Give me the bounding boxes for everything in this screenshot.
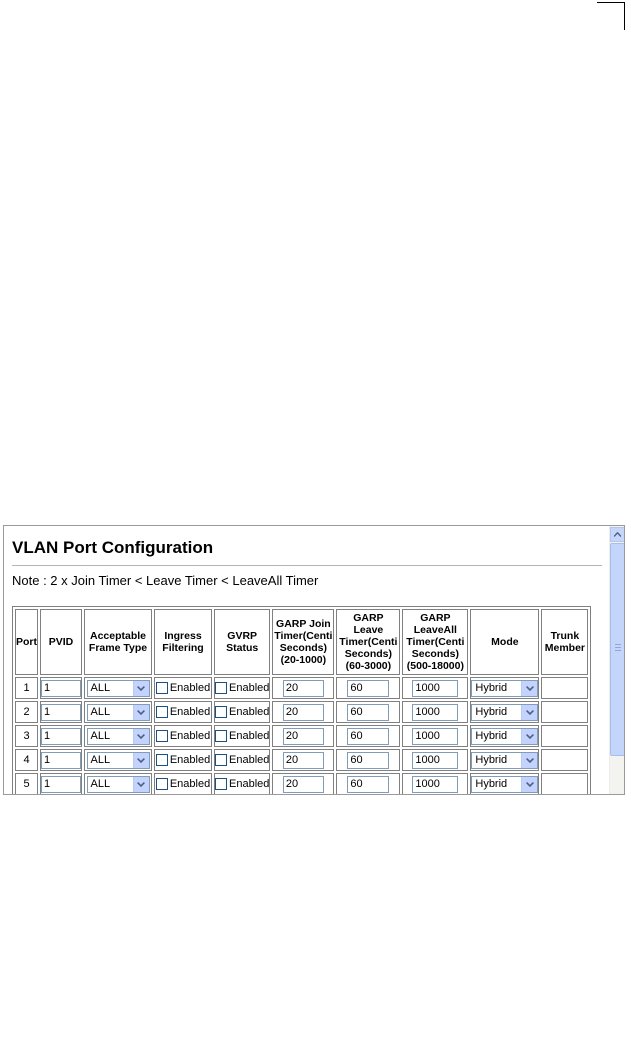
mode-select[interactable]	[471, 704, 538, 721]
table-row	[15, 725, 588, 747]
frame-type-select[interactable]	[87, 728, 150, 745]
checkbox-label: Enabled	[229, 706, 270, 719]
checkbox-box[interactable]	[156, 730, 168, 742]
leaveall-timer-input[interactable]: 1000	[412, 776, 458, 793]
pvid-cell	[40, 701, 82, 723]
checkbox-box[interactable]	[156, 682, 168, 694]
checkbox-label: Enabled	[169, 754, 211, 767]
checkbox-box[interactable]	[156, 706, 168, 718]
ingress-filtering-checkbox[interactable]	[156, 754, 210, 766]
mode-value: Hybrid	[475, 753, 508, 766]
trunk-member-cell	[541, 749, 588, 771]
frame-type-cell	[84, 725, 152, 747]
pvid-input[interactable]: 1	[41, 776, 81, 793]
gvrp-cell	[214, 677, 270, 699]
browser-window	[3, 525, 625, 795]
join-timer-cell	[272, 677, 334, 699]
leaveall-timer-cell	[402, 725, 468, 747]
checkbox-label: Enabled	[169, 778, 211, 791]
arrow-up-icon[interactable]	[610, 527, 625, 542]
gvrp-cell	[214, 773, 270, 794]
header-port: Port	[15, 609, 38, 675]
chevron-down-icon[interactable]	[133, 777, 149, 792]
mode-value: Hybrid	[475, 681, 508, 694]
leave-timer-cell	[336, 725, 400, 747]
checkbox-box[interactable]	[215, 706, 227, 718]
mode-value: Hybrid	[475, 705, 508, 718]
checkbox-box[interactable]	[156, 778, 168, 790]
leaveall-timer-cell	[402, 701, 468, 723]
pvid-cell	[40, 749, 82, 771]
checkbox-label: Enabled	[229, 730, 270, 743]
vlan-port-table	[12, 606, 591, 794]
leave-timer-input[interactable]: 60	[347, 752, 389, 769]
leave-timer-input[interactable]: 60	[347, 776, 389, 793]
checkbox-label: Enabled	[169, 730, 211, 743]
page-corner-mark	[597, 2, 625, 30]
leaveall-timer-cell	[402, 677, 468, 699]
gvrp-status-checkbox[interactable]	[215, 754, 269, 766]
leave-timer-cell	[336, 677, 400, 699]
frame-type-cell	[84, 677, 152, 699]
trunk-member-cell	[541, 725, 588, 747]
frame-type-select[interactable]	[87, 776, 150, 793]
header-frame-type: Acceptable Frame Type	[84, 609, 152, 675]
ingress-filtering-checkbox[interactable]	[156, 778, 210, 790]
mode-select[interactable]	[471, 680, 538, 697]
table-row	[15, 749, 588, 771]
checkbox-box[interactable]	[215, 754, 227, 766]
title-divider	[12, 565, 602, 566]
frame-type-cell	[84, 773, 152, 794]
leave-timer-input[interactable]: 60	[347, 728, 389, 745]
mode-cell	[470, 773, 539, 794]
pvid-cell	[40, 677, 82, 699]
join-timer-cell	[272, 749, 334, 771]
mode-select[interactable]	[471, 776, 538, 793]
leave-timer-cell	[336, 701, 400, 723]
vertical-scrollbar[interactable]	[609, 526, 624, 794]
mode-cell	[470, 749, 539, 771]
frame-type-cell	[84, 701, 152, 723]
port-cell	[15, 773, 38, 794]
leaveall-timer-cell	[402, 773, 468, 794]
table-row	[15, 701, 588, 723]
port-cell	[15, 701, 38, 723]
ingress-cell	[154, 773, 212, 794]
trunk-member-cell	[541, 773, 588, 794]
page-title: VLAN Port Configuration	[12, 538, 214, 557]
header-trunk-member: Trunk Member	[541, 609, 588, 675]
frame-type-value: ALL	[90, 753, 111, 766]
gvrp-cell	[214, 725, 270, 747]
chevron-down-icon[interactable]	[521, 705, 537, 720]
port-number: 3	[23, 730, 30, 742]
join-timer-input[interactable]: 20	[283, 728, 324, 745]
checkbox-label: Enabled	[229, 778, 270, 791]
join-timer-cell	[272, 725, 334, 747]
leave-timer-input[interactable]: 60	[347, 704, 389, 721]
leaveall-timer-input[interactable]: 1000	[412, 704, 458, 721]
chevron-down-icon[interactable]	[521, 777, 537, 792]
ingress-cell	[154, 701, 212, 723]
checkbox-box[interactable]	[215, 682, 227, 694]
pvid-input[interactable]: 1	[41, 752, 81, 769]
port-cell	[15, 725, 38, 747]
pvid-cell	[40, 773, 82, 794]
mode-cell	[470, 725, 539, 747]
scrollbar-thumb[interactable]	[610, 543, 625, 756]
gvrp-cell	[214, 701, 270, 723]
frame-type-value: ALL	[90, 681, 111, 694]
frame-type-value: ALL	[90, 777, 111, 790]
checkbox-box[interactable]	[215, 778, 227, 790]
ingress-filtering-checkbox[interactable]	[156, 706, 210, 718]
mode-select[interactable]	[471, 728, 538, 745]
header-gvrp-status: GVRP Status	[214, 609, 270, 675]
mode-select[interactable]	[471, 752, 538, 769]
ingress-filtering-checkbox[interactable]	[156, 682, 210, 694]
join-timer-input[interactable]: 20	[283, 680, 324, 697]
gvrp-status-checkbox[interactable]	[215, 706, 269, 718]
frame-type-cell	[84, 749, 152, 771]
ingress-cell	[154, 677, 212, 699]
checkbox-box[interactable]	[156, 754, 168, 766]
table-row	[15, 677, 588, 699]
checkbox-box[interactable]	[215, 730, 227, 742]
leaveall-timer-input[interactable]: 1000	[412, 752, 458, 769]
leave-timer-cell	[336, 773, 400, 794]
leaveall-timer-input[interactable]: 1000	[412, 680, 458, 697]
chevron-down-icon[interactable]	[521, 729, 537, 744]
port-number: 5	[23, 778, 30, 790]
table-header-row	[15, 609, 588, 675]
mode-value: Hybrid	[475, 777, 508, 790]
header-mode: Mode	[470, 609, 539, 675]
chevron-down-icon[interactable]	[521, 681, 537, 696]
port-number: 2	[23, 706, 30, 718]
vlan-port-table-wrapper	[12, 606, 591, 794]
chevron-down-icon[interactable]	[133, 753, 149, 768]
frame-type-value: ALL	[90, 729, 111, 742]
header-garp-leaveall-timer: GARP LeaveAll Timer(Centi Seconds) (500-18000)	[402, 609, 468, 675]
join-timer-input[interactable]: 20	[283, 752, 324, 769]
port-number: 1	[23, 682, 30, 694]
gvrp-cell	[214, 749, 270, 771]
port-cell	[15, 677, 38, 699]
pvid-input[interactable]: 1	[41, 728, 81, 745]
timer-note: Note : 2 x Join Timer < Leave Timer < LeaveAll Timer	[12, 573, 319, 588]
header-garp-join-timer: GARP Join Timer(Centi Seconds) (20-1000)	[272, 609, 334, 675]
checkbox-label: Enabled	[229, 754, 270, 767]
header-ingress-filtering: Ingress Filtering	[154, 609, 212, 675]
mode-value: Hybrid	[475, 729, 508, 742]
frame-type-select[interactable]	[87, 704, 150, 721]
join-timer-cell	[272, 773, 334, 794]
frame-type-select[interactable]	[87, 752, 150, 769]
header-garp-leave-timer: GARP Leave Timer(Centi Seconds) (60-3000)	[336, 609, 400, 675]
table-row	[15, 773, 588, 794]
pvid-input[interactable]: 1	[41, 704, 81, 721]
gvrp-status-checkbox[interactable]	[215, 778, 269, 790]
pvid-input[interactable]: 1	[41, 680, 81, 697]
chevron-down-icon[interactable]	[133, 681, 149, 696]
frame-type-value: ALL	[90, 705, 111, 718]
join-timer-input[interactable]: 20	[283, 704, 324, 721]
port-number: 4	[23, 754, 30, 766]
checkbox-label: Enabled	[169, 682, 211, 695]
trunk-member-cell	[541, 677, 588, 699]
chevron-down-icon[interactable]	[133, 705, 149, 720]
leave-timer-input[interactable]: 60	[347, 680, 389, 697]
ingress-cell	[154, 725, 212, 747]
pvid-cell	[40, 725, 82, 747]
leave-timer-cell	[336, 749, 400, 771]
gvrp-status-checkbox[interactable]	[215, 730, 269, 742]
page-content	[4, 526, 609, 794]
mode-cell	[470, 677, 539, 699]
header-pvid: PVID	[40, 609, 82, 675]
leaveall-timer-input[interactable]: 1000	[412, 728, 458, 745]
checkbox-label: Enabled	[229, 682, 270, 695]
trunk-member-cell	[541, 701, 588, 723]
ingress-cell	[154, 749, 212, 771]
chevron-down-icon[interactable]	[521, 753, 537, 768]
gvrp-status-checkbox[interactable]	[215, 682, 269, 694]
frame-type-select[interactable]	[87, 680, 150, 697]
ingress-filtering-checkbox[interactable]	[156, 730, 210, 742]
join-timer-cell	[272, 701, 334, 723]
port-cell	[15, 749, 38, 771]
join-timer-input[interactable]: 20	[283, 776, 324, 793]
checkbox-label: Enabled	[169, 706, 211, 719]
grip-icon	[615, 644, 621, 651]
mode-cell	[470, 701, 539, 723]
chevron-down-icon[interactable]	[133, 729, 149, 744]
leaveall-timer-cell	[402, 749, 468, 771]
